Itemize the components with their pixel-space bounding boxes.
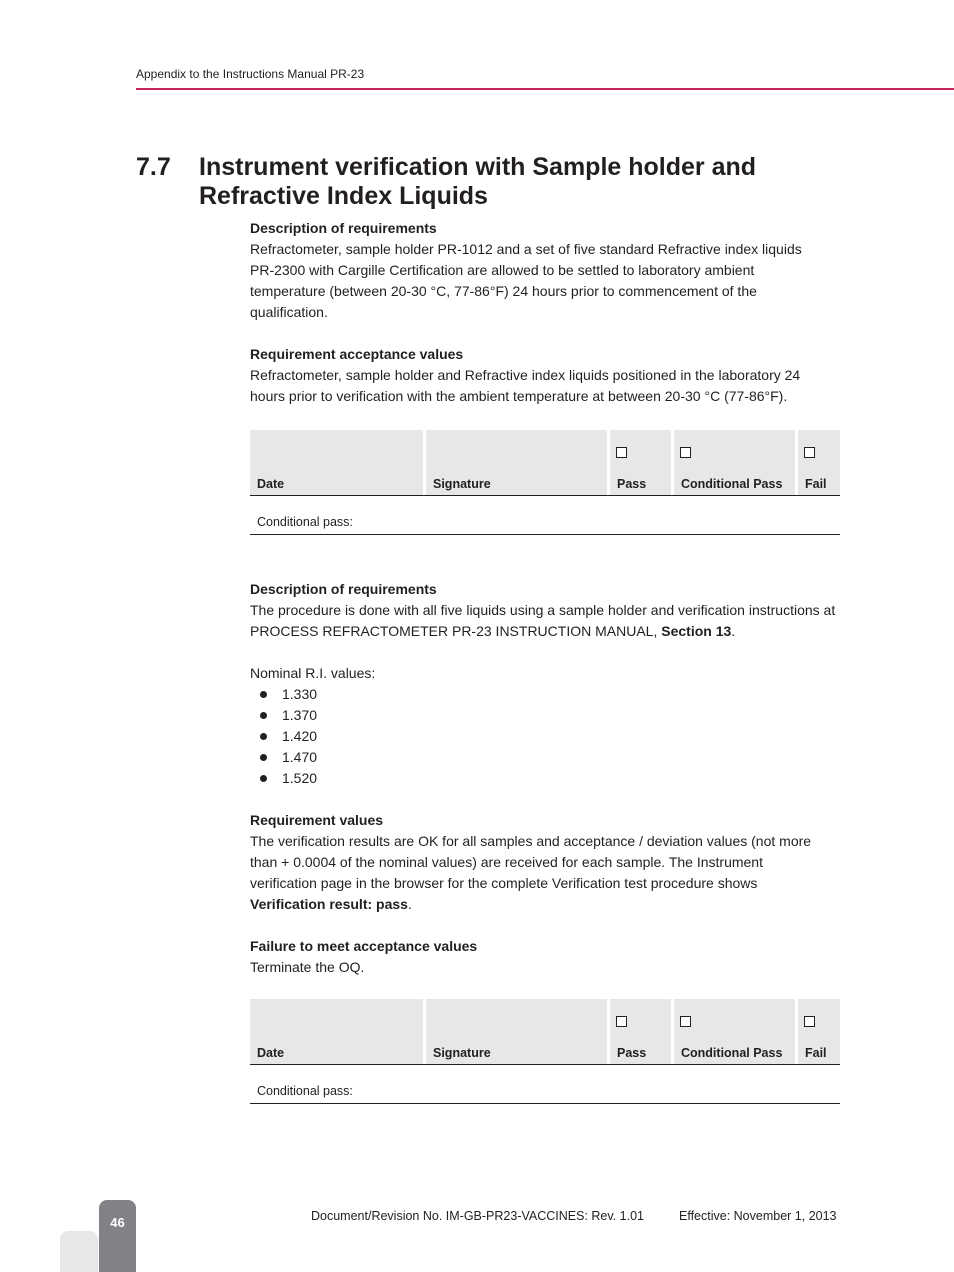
signature-field[interactable] — [426, 999, 607, 1064]
conditional-pass-cell — [674, 999, 795, 1064]
signoff-row — [250, 430, 840, 496]
conditional-pass-field[interactable] — [250, 496, 840, 535]
nominal-values-label: Nominal R.I. values: — [250, 665, 376, 681]
fail-checkbox[interactable] — [804, 1016, 815, 1027]
fail-cell — [798, 430, 840, 495]
list-item: 1.330 — [250, 684, 840, 705]
date-label: Date — [257, 477, 285, 491]
description-text: Refractometer, sample holder PR-1012 and a set of five standard Refractive index liquids PR-2300 with Cargille Certification are allowed to be settled to laboratory ambient temperature (between 20-30 °C, 77-86°F) 24 hours prior to commencement of the qualification. — [250, 241, 802, 320]
section-reference: Section 13 — [661, 623, 732, 639]
list-item: 1.420 — [250, 726, 840, 747]
conditional-pass-label: Conditional Pass — [681, 1046, 783, 1060]
fail-cell — [798, 999, 840, 1064]
signature-label: Signature — [433, 477, 491, 491]
fail-checkbox[interactable] — [804, 447, 815, 458]
pass-label: Pass — [617, 477, 647, 491]
description-heading: Description of requirements — [250, 220, 437, 236]
fail-label: Fail — [805, 477, 827, 491]
footer-effective-date: Effective: November 1, 2013 — [679, 1209, 837, 1223]
conditional-pass-checkbox[interactable] — [680, 1016, 691, 1027]
pass-checkbox[interactable] — [616, 447, 627, 458]
conditional-pass-field[interactable] — [250, 1065, 840, 1104]
description-heading: Description of requirements — [250, 581, 437, 597]
section-number: 7.7 — [136, 153, 171, 181]
failure-heading: Failure to meet acceptance values — [250, 938, 478, 954]
description-text: The procedure is done with all five liquids using a sample holder and verification instructions at PROCESS REFRACTOMETER PR-23 INSTRUCTION MANUAL, Section 13. — [250, 602, 836, 639]
conditional-pass-note-label: Conditional pass: — [257, 1084, 353, 1098]
conditional-pass-cell — [674, 430, 795, 495]
footer-document-revision: Document/Revision No. IM-GB-PR23-VACCINES: Rev. 1.01 — [311, 1209, 644, 1223]
signature-field[interactable] — [426, 430, 607, 495]
requirement-values-text: The verification results are OK for all samples and acceptance / deviation values (not more than + 0.0004 of the nominal values) are received for each sample. The Instrument verification page in the browser for the complete Verification test procedure shows Verification result: pass. — [250, 833, 812, 912]
acceptance-text: Refractometer, sample holder and Refractive index liquids positioned in the laboratory 24 hours prior to verification with the ambient temperature at between 20-30 °C (77-86°F). — [250, 367, 801, 404]
date-label: Date — [257, 1046, 285, 1060]
conditional-pass-checkbox[interactable] — [680, 447, 691, 458]
requirement-values-heading: Requirement values — [250, 812, 384, 828]
pass-cell — [610, 999, 671, 1064]
pass-cell — [610, 430, 671, 495]
running-header: Appendix to the Instructions Manual PR-23 — [136, 67, 365, 81]
signoff-table-1 — [250, 430, 840, 535]
pass-checkbox[interactable] — [616, 1016, 627, 1027]
page-tab-decoration — [60, 1231, 98, 1272]
conditional-pass-label: Conditional Pass — [681, 477, 783, 491]
signoff-row — [250, 999, 840, 1065]
acceptance-heading: Requirement acceptance values — [250, 346, 464, 362]
nominal-values-list — [250, 684, 840, 789]
signature-label: Signature — [433, 1046, 491, 1060]
verification-result: Verification result: pass — [250, 896, 408, 912]
conditional-pass-note-label: Conditional pass: — [257, 515, 353, 529]
header-rule — [136, 88, 954, 90]
pass-label: Pass — [617, 1046, 647, 1060]
failure-text: Terminate the OQ. — [250, 959, 365, 975]
requirements-block-2 — [250, 579, 840, 978]
date-field[interactable] — [250, 430, 423, 495]
requirements-block-1 — [250, 218, 840, 407]
page-number: 46 — [110, 1215, 125, 1230]
date-field[interactable] — [250, 999, 423, 1064]
list-item: 1.520 — [250, 768, 840, 789]
list-item: 1.370 — [250, 705, 840, 726]
signoff-table-2 — [250, 999, 840, 1104]
section-title: Instrument verification with Sample holder and Refractive Index Liquids — [199, 153, 757, 210]
page-number-tab — [99, 1200, 136, 1272]
fail-label: Fail — [805, 1046, 827, 1060]
list-item: 1.470 — [250, 747, 840, 768]
